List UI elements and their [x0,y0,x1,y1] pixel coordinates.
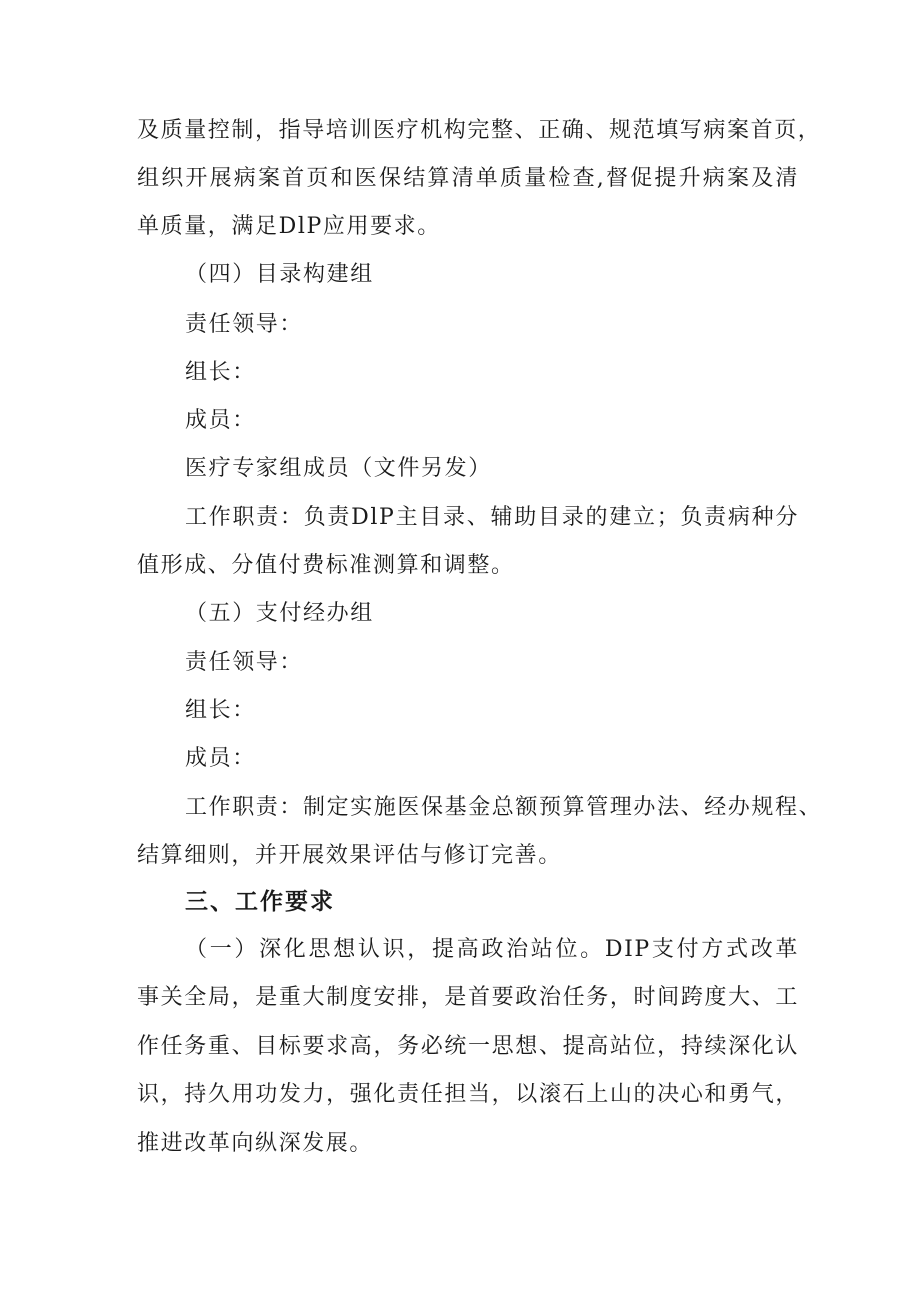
duty-line: 工作职责：负责DlP主目录、辅助目录的建立；负责病种分 [185,505,799,530]
expert-members-line: 医疗专家组成员（文件另发） [185,456,492,481]
responsible-leader-label: 责任领导： [185,312,304,337]
paragraph-line: （一）深化思想认识，提高政治站位。DIP支付方式改革 [185,937,799,962]
members-label: 成员： [185,408,256,433]
paragraph-line: 识，持久用功发力，强化责任担当，以滚石上山的决心和勇气， [137,1082,799,1107]
members-label: 成员： [185,746,256,771]
responsible-leader-label: 责任领导： [185,650,304,675]
duty-line: 工作职责：制定实施医保基金总额预算管理办法、经办规程、 [185,795,823,820]
section-heading-work-requirements: 三、工作要求 [185,889,335,915]
paragraph-line: 结算细则，并开展效果评估与修订完善。 [137,843,562,868]
section-title-directory-group: （四）目录构建组 [185,262,374,287]
paragraph-line: 事关全局，是重大制度安排，是首要政治任务，时间跨度大、工 [137,985,799,1010]
paragraph-line: 推进改革向纵深发展。 [137,1131,374,1156]
paragraph-line: 单质量，满足DlP应用要求。 [137,214,441,239]
group-leader-label: 组长： [185,360,256,385]
paragraph-line: 值形成、分值付费标准测算和调整。 [137,553,515,578]
paragraph-line: 及质量控制，指导培训医疗机构完整、正确、规范填写病案首页， [137,118,822,143]
paragraph-line: 组织开展病案首页和医保结算清单质量检查,督促提升病案及清 [137,166,799,191]
paragraph-line: 作任务重、目标要求高，务必统一思想、提高站位，持续深化认 [137,1034,799,1059]
section-title-payment-group: （五）支付经办组 [185,601,374,626]
group-leader-label: 组长： [185,698,256,723]
